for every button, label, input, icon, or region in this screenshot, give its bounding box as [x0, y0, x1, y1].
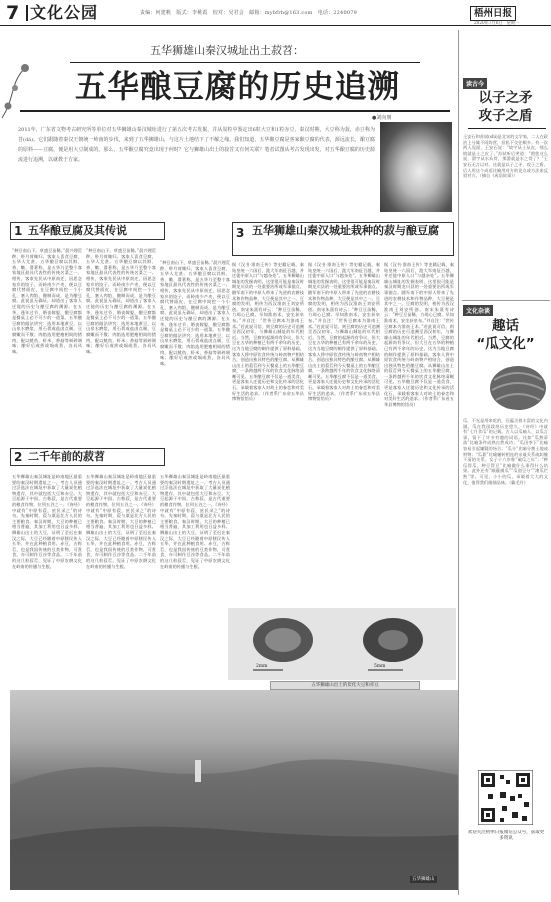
section-3-body-col2: 据《汉书·淮南王传》等史籍记载，秦始皇统一六国后，派大军南征百越，并迁徙中原人口“与越杂处”。五华狮雄山城址的发掘表明，这里很可能是秦汉时期龙川县的一处重要治所或军事据点。随军南下的中原人带来了先进的农耕技术和作物品种，大豆便是其中之一。豆腐的发明，相传为西汉淮南王刘安所创。南宋朱熹有诗云：“种豆豆苗稀，力竭心已腐。早知淮南术，安坐获泉布。”并自注：“世传豆腐本为淮南王术。”若此说可信，则豆腐的历史可追溯至西汉初年，与狮雄山城址的年代相近。当然，豆腐的起源尚有争议，但大豆在五华的种植已有两千余年的历史，这为当地豆腐的制作提供了原料基础。客家人将中原饮食传统与岭南物产相结合，创造出独具特色的酿豆腐。从狮雄山出土的菽苕到今天餐桌上的五华酿豆腐，一条跨越两千年的饮食文化脉络清晰可见。五华酿豆腐不仅是一道美食，更是客家人迁徙历史和文化传承的活化石，承载着客家人对故土的眷恋和对美好生活的追求。（作者系广东省五华县博物馆馆员）: [308, 262, 380, 402]
tofu-dish-photo: [380, 122, 452, 212]
section-1-title: 五华酿豆腐及其传说: [28, 224, 127, 237]
sidebar-title-1-line1: 以子之矛: [478, 90, 533, 106]
section-3-body-col1: 据《汉书·淮南王传》等史籍记载，秦始皇统一六国后，派大军南征百越，并迁徙中原人口“与越杂处”。五华狮雄山城址的发掘表明，这里很可能是秦汉时期龙川县的一处重要治所或军事据点。随军南下的中原人带来了先进的农耕技术和作物品种，大豆便是其中之一。豆腐的发明，相传为西汉淮南王刘安所创。南宋朱熹有诗云：“种豆豆苗稀，力竭心已腐。早知淮南术，安坐获泉布。”并自注：“世传豆腐本为淮南王术。”若此说可信，则豆腐的历史可追溯至西汉初年，与狮雄山城址的年代相近。当然，豆腐的起源尚有争议，但大豆在五华的种植已有两千余年的历史，这为当地豆腐的制作提供了原料基础。客家人将中原饮食传统与岭南物产相结合，创造出独具特色的酿豆腐。从狮雄山出土的菽苕到今天餐桌上的五华酿豆腐，一条跨越两千年的饮食文化脉络清晰可见。五华酿豆腐不仅是一道美食，更是客家人迁徙历史和文化传承的活化石，承载着客家人对故土的眷恋和对美好生活的追求。（作者系广东省五华县博物馆馆员）: [232, 262, 304, 402]
sidebar-title-2-line2: “瓜文化”: [476, 336, 535, 352]
section-1-body-col3: “种豆南山下，草盛豆苗稀。”晨兴理荒秽，带月荷锄归。客家人喜食豆腐，五华人尤甚。五华酿豆腐以其鲜、香、嫩、滑著称，是五华乃至整个客家地区最具代表性的传统名菜之一。相传，客家先民从中原南迁，因思念家乡的饺子，而岭南少产麦，便以豆腐代替面皮，在豆腐中间挖一个小孔，塞入肉馅，酿制而成，是为酿豆腐。此说虽无确证，却道出了客家人迁徙的历史与酿豆腐的渊源。在五华，逢年过节、婚丧嫁娶，酿豆腐都是餐桌上必不可少的一道菜。五华酿豆腐的做法讲究：选用本地黄豆，以山泉水磨浆，用石膏或盐卤点制，豆腐嫩而不散；肉馅选用肥瘦相间的猪肉，配以鱿鱼、虾米、香菇等剁碎调味；酿好后或煎或焖或煮，各具风味。: [160, 260, 230, 366]
article-lede: 2011年，广东省文物考古研究所等单位对五华狮雄山秦汉城址进行了第五次考古发掘，并从炭粒中鉴定出6粒大豆和1粒赤豆，秦汉时期，大豆称为菽，赤豆称为苕(dá)。它们跟随着秦汉王朝统一岭南的步伐，来到了五华狮雄山，与这片土地结下了不解之缘。我们知道，五华酿豆腐是客家酿豆腐的代表，源远流长，酿豆腐的原料——豆腐，便是用大豆制成的。那么，五华酿豆腐究竟出现于何时？它与狮雄山出土的菽苕又有何关联？笔者试图从考古发现出发，对五华酿豆腐的历史源流进行追溯，以就教于方家。: [18, 127, 375, 163]
page-number: 7: [6, 2, 20, 24]
sidebar-title-1-line2: 攻子之盾: [478, 108, 533, 124]
newspaper-logo: 梧州日报: [470, 6, 516, 21]
headline-rule: [20, 110, 450, 112]
landscape-photo-caption: 五华狮雄山: [412, 877, 435, 882]
section-3-title: 五华狮雄山秦汉城址栽种的菽与酿豆腐: [252, 224, 439, 237]
scale-label-right: 5mm: [374, 664, 386, 669]
landscape-detail-overlay: [10, 690, 458, 890]
sidebar-body-1: 王安石和苏轼(shì)是北宋的文学家，二人在政治上分属不同阵营，但私下交往颇多。有一次两人见面，王安石说：“坡字从土从皮，那么坡就是土之皮了。”苏轼听后笑道：“照您这么说，滑字从水从骨，那滑就是水之骨了？”王安石无言以对。这就是以子之矛，攻子之盾。后人用这个成语比喻用对方的论点或方法来反驳对方。（摘自《成语故事》）: [463, 134, 548, 179]
sidebar-tag-1: 读古今: [463, 78, 487, 89]
section-name: 文化公园: [30, 3, 99, 22]
article-headline: 五华酿豆腐的历史追溯: [74, 69, 400, 105]
section-3-number: 3: [236, 226, 245, 240]
watermelon-icon: [488, 358, 548, 413]
header-divider: [26, 5, 28, 21]
bean-figure-panel: [228, 608, 456, 680]
article-kicker: 五华狮雄山秦汉城址出土菽苕：: [150, 44, 304, 57]
section-1-number: 1: [14, 224, 23, 238]
sidebar-body-2: 瓜，不光是用来吃的，还蕴含着丰富的文化内涵。瓜在我国栽培历史悠久，《诗经》中就有“七月食瓜”的记载。古人以瓜喻人、以瓜言事，留下了许多有趣的词语。比如“瓜熟蒂落”比喻条件成熟自然成功；“瓜田李下”比喻容易引起嫌疑的场合；“瓜分”比喻分割土地或财物；“瓜葛”比喻辗转相连的亲戚关系或纠缠不清的关系。女子十六岁称“破瓜之年”；“种瓜得瓜，种豆得豆”比喻做什么事得什么结果。此外还有“顺藤摸瓜”“瓜剖豆分”“滚瓜烂熟”等。可见，小小的瓜，承载着大大的文化，值得我们细细品味。（戴毛丹）: [463, 418, 548, 485]
scale-label-left: 2mm: [256, 664, 268, 669]
sidebar-section-rule: [462, 300, 550, 301]
section-2-number: 2: [14, 450, 23, 464]
editor-credits: 责编：何建帆 版式：李桃霞 校对：吴君会 邮箱：mybfrb@163.com 电话：2240079: [140, 10, 357, 16]
section-2-title: 二千年前的菽苕: [28, 450, 105, 463]
bean-figure-caption: 五华狮雄山出土的炭化大豆和赤豆: [270, 681, 420, 690]
sidebar-divider: [458, 30, 459, 895]
issue-date: 2020年7月6日 星期一: [474, 20, 520, 25]
section-2-body-col3: 五华狮雄山秦汉城址是岭南地区最重要的秦汉时期遗址之一。考古人员通过浮选法在城址中获取了大量炭化植物遗存，其中就包括大豆和赤豆。大豆起源于中国，古称菽，是古代重要的粮食作物，位列五谷之一。《诗经》中就有“中原有菽，庶民采之”的诗句。先秦时期，菽与粟是北方人民的主要粮食。秦汉时期，大豆的种植已相当普遍，其加工利用也日益多样。狮雄山出土的大豆，证明了至迟在秦汉之际，大豆已经随着中原移民传入五华，并在此种植食用。赤豆，古称苕，也是我国传统的豆类作物，可煮食，亦可制作豆沙等食品。二千年前的这几粒菽苕，见证了中原农耕文化在岭南的传播与生根。: [160, 474, 230, 569]
article-byline: ●刘向朋: [372, 115, 392, 121]
section-2-body-col2: 五华狮雄山秦汉城址是岭南地区最重要的秦汉时期遗址之一。考古人员通过浮选法在城址中获取了大量炭化植物遗存，其中就包括大豆和赤豆。大豆起源于中国，古称菽，是古代重要的粮食作物，位列五谷之一。《诗经》中就有“中原有菽，庶民采之”的诗句。先秦时期，菽与粟是北方人民的主要粮食。秦汉时期，大豆的种植已相当普遍，其加工利用也日益多样。狮雄山出土的大豆，证明了至迟在秦汉之际，大豆已经随着中原移民传入五华，并在此种植食用。赤豆，古称苕，也是我国传统的豆类作物，可煮食，亦可制作豆沙等食品。二千年前的这几粒菽苕，见证了中原农耕文化在岭南的传播与生根。: [86, 474, 156, 569]
sidebar-tag-2: 文化杂谈: [463, 305, 493, 316]
section-2-body-col1: 五华狮雄山秦汉城址是岭南地区最重要的秦汉时期遗址之一。考古人员通过浮选法在城址中获取了大量炭化植物遗存，其中就包括大豆和赤豆。大豆起源于中国，古称菽，是古代重要的粮食作物，位列五谷之一。《诗经》中就有“中原有菽，庶民采之”的诗句。先秦时期，菽与粟是北方人民的主要粮食。秦汉时期，大豆的种植已相当普遍，其加工利用也日益多样。狮雄山出土的大豆，证明了至迟在秦汉之际，大豆已经随着中原移民传入五华，并在此种植食用。赤豆，古称苕，也是我国传统的豆类作物，可煮食，亦可制作豆沙等食品。二千年前的这几粒菽苕，见证了中原农耕文化在岭南的传播与生根。: [12, 474, 82, 569]
section-1-body-col1: “种豆南山下，草盛豆苗稀。”晨兴理荒秽，带月荷锄归。客家人喜食豆腐，五华人尤甚。五华酿豆腐以其鲜、香、嫩、滑著称，是五华乃至整个客家地区最具代表性的传统名菜之一。相传，客家先民从中原南迁，因思念家乡的饺子，而岭南少产麦，便以豆腐代替面皮，在豆腐中间挖一个小孔，塞入肉馅，酿制而成，是为酿豆腐。此说虽无确证，却道出了客家人迁徙的历史与酿豆腐的渊源。在五华，逢年过节、婚丧嫁娶，酿豆腐都是餐桌上必不可少的一道菜。五华酿豆腐的做法讲究：选用本地黄豆，以山泉水磨浆，用石膏或盐卤点制，豆腐嫩而不散；肉馅选用肥瘦相间的猪肉，配以鱿鱼、虾米、香菇等剁碎调味；酿好后或煎或焖或煮，各具风味。: [12, 248, 82, 354]
sidebar-title-rule-1: [468, 128, 546, 129]
section-1-body-col2: “种豆南山下，草盛豆苗稀。”晨兴理荒秽，带月荷锄归。客家人喜食豆腐，五华人尤甚。五华酿豆腐以其鲜、香、嫩、滑著称，是五华乃至整个客家地区最具代表性的传统名菜之一。相传，客家先民从中原南迁，因思念家乡的饺子，而岭南少产麦，便以豆腐代替面皮，在豆腐中间挖一个小孔，塞入肉馅，酿制而成，是为酿豆腐。此说虽无确证，却道出了客家人迁徙的历史与酿豆腐的渊源。在五华，逢年过节、婚丧嫁娶，酿豆腐都是餐桌上必不可少的一道菜。五华酿豆腐的做法讲究：选用本地黄豆，以山泉水磨浆，用石膏或盐卤点制，豆腐嫩而不散；肉馅选用肥瘦相间的猪肉，配以鱿鱼、虾米、香菇等剁碎调味；酿好后或煎或焖或煮，各具风味。: [86, 248, 156, 354]
qr-caption: 欢迎关注梧州日报微信公众号，获取更多资讯: [467, 830, 545, 841]
wechat-qr-code-icon[interactable]: [478, 770, 533, 825]
carbonized-beans-illustration: [228, 608, 456, 680]
sidebar-title-2-line1: 趣话: [492, 318, 519, 334]
kicker-rule: [70, 62, 420, 63]
section-3-body-col3: 据《汉书·淮南王传》等史籍记载，秦始皇统一六国后，派大军南征百越，并迁徙中原人口“与越杂处”。五华狮雄山城址的发掘表明，这里很可能是秦汉时期龙川县的一处重要治所或军事据点。随军南下的中原人带来了先进的农耕技术和作物品种，大豆便是其中之一。豆腐的发明，相传为西汉淮南王刘安所创。南宋朱熹有诗云：“种豆豆苗稀，力竭心已腐。早知淮南术，安坐获泉布。”并自注：“世传豆腐本为淮南王术。”若此说可信，则豆腐的历史可追溯至西汉初年，与狮雄山城址的年代相近。当然，豆腐的起源尚有争议，但大豆在五华的种植已有两千余年的历史，这为当地豆腐的制作提供了原料基础。客家人将中原饮食传统与岭南物产相结合，创造出独具特色的酿豆腐。从狮雄山出土的菽苕到今天餐桌上的五华酿豆腐，一条跨越两千年的饮食文化脉络清晰可见。五华酿豆腐不仅是一道美食，更是客家人迁徙历史和文化传承的活化石，承载着客家人对故土的眷恋和对美好生活的追求。（作者系广东省五华县博物馆馆员）: [384, 262, 454, 407]
